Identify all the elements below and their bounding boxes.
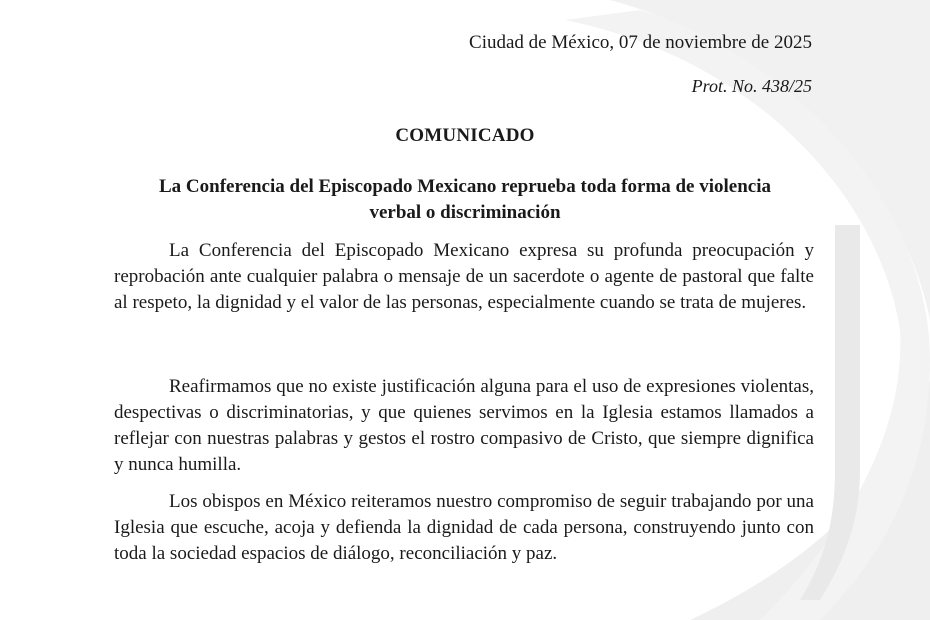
document-title: COMUNICADO	[395, 125, 535, 146]
place-date: Ciudad de México, 07 de noviembre de 2025	[469, 32, 812, 53]
document-subtitle: La Conferencia del Episcopado Mexicano reprueba toda forma de violencia verbal o discriminación	[158, 176, 772, 223]
paragraph-1: La Conferencia del Episcopado Mexicano expresa su profunda preocupación y reprobación ante cualquier palabra o mensaje de un sacerdote o agente de pastoral que falte al respeto, la dignidad y el valor de las personas, especialmente cuando se trata de mujeres.	[114, 240, 814, 313]
paragraph-3: Los obispos en México reiteramos nuestro compromiso de seguir trabajando por una Iglesia que escuche, acoja y defienda la dignidad de cada persona, construyendo junto con toda la sociedad espacios de diálogo, reconciliación y paz.	[114, 491, 814, 564]
paragraph-2: Reafirmamos que no existe justificación alguna para el uso de expresiones violentas, despectivas o discriminatorias, y que quienes servimos en la Iglesia estamos llamados a reflejar con nuestras palabras y gestos el rostro compasivo de Cristo, que siempre dignifica y nunca humilla.	[114, 376, 814, 475]
protocol-number: Prot. No. 438/25	[691, 76, 812, 96]
